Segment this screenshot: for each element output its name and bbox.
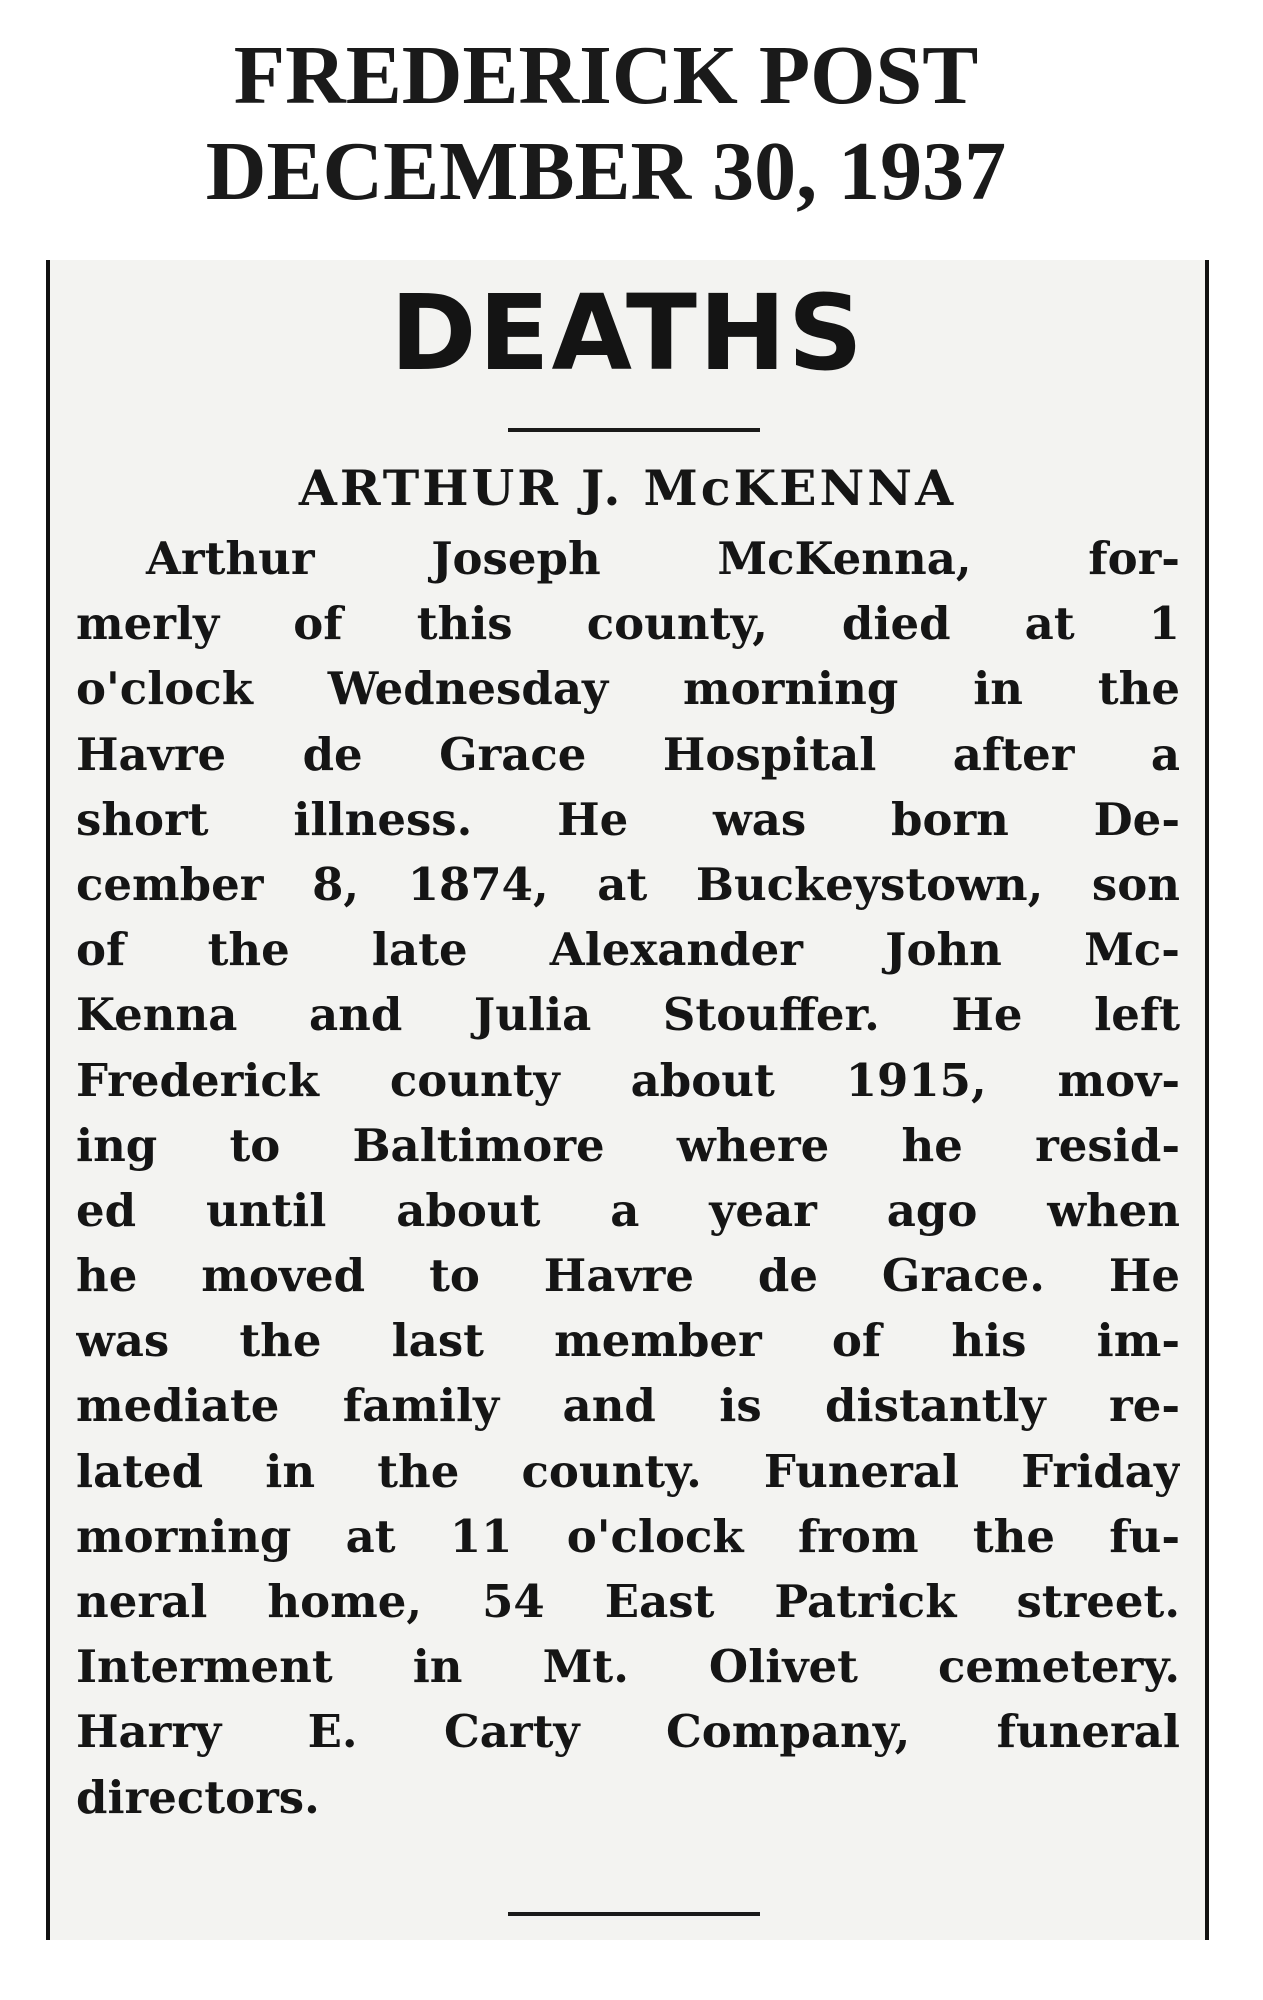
obituary-line: short illness. He was born De-: [76, 792, 1180, 846]
obituary-line: merly of this county, died at 1: [76, 597, 1180, 651]
obituary-line: Frederick county about 1915, mov-: [76, 1053, 1180, 1107]
obituary-line: was the last member of his im-: [76, 1314, 1180, 1368]
obituary-line: ing to Baltimore where he resid-: [76, 1118, 1180, 1172]
obituary-line: cember 8, 1874, at Buckeystown, son: [76, 857, 1180, 911]
newspaper-clipping: [46, 260, 1209, 1940]
obituary-line: of the late Alexander John Mc-: [76, 923, 1180, 977]
obituary-line: Interment in Mt. Olivet cemetery.: [76, 1640, 1180, 1694]
obituary-line: directors.: [76, 1770, 320, 1824]
obituary-line: mediate family and is distantly re-: [76, 1379, 1180, 1433]
obituary-line: Havre de Grace Hospital after a: [76, 727, 1180, 781]
publication-date: DECEMBER 30, 1937: [205, 125, 1007, 218]
obituary-line: Kenna and Julia Stouffer. He left: [76, 988, 1180, 1042]
section-heading: DEATHS: [390, 272, 865, 394]
obituary-line: o'clock Wednesday morning in the: [76, 662, 1180, 716]
masthead: [0, 28, 1212, 220]
divider-top: [508, 428, 760, 432]
obituary-body: [76, 526, 1180, 1830]
obituary-line: he moved to Havre de Grace. He: [76, 1249, 1180, 1303]
obituary-name: ARTHUR J. McKENNA: [298, 459, 957, 517]
obituary-line: neral home, 54 East Patrick street.: [76, 1575, 1180, 1628]
newspaper-name: FREDERICK POST: [233, 29, 979, 122]
obituary-line: Harry E. Carty Company, funeral: [76, 1705, 1180, 1759]
obituary-line: lated in the county. Funeral Friday: [76, 1444, 1180, 1498]
obituary-line: Arthur Joseph McKenna, for-: [146, 532, 1180, 585]
obituary-line: ed until about a year ago when: [76, 1183, 1180, 1237]
divider-bottom: [508, 1912, 760, 1916]
obituary-line: morning at 11 o'clock from the fu-: [76, 1509, 1180, 1563]
